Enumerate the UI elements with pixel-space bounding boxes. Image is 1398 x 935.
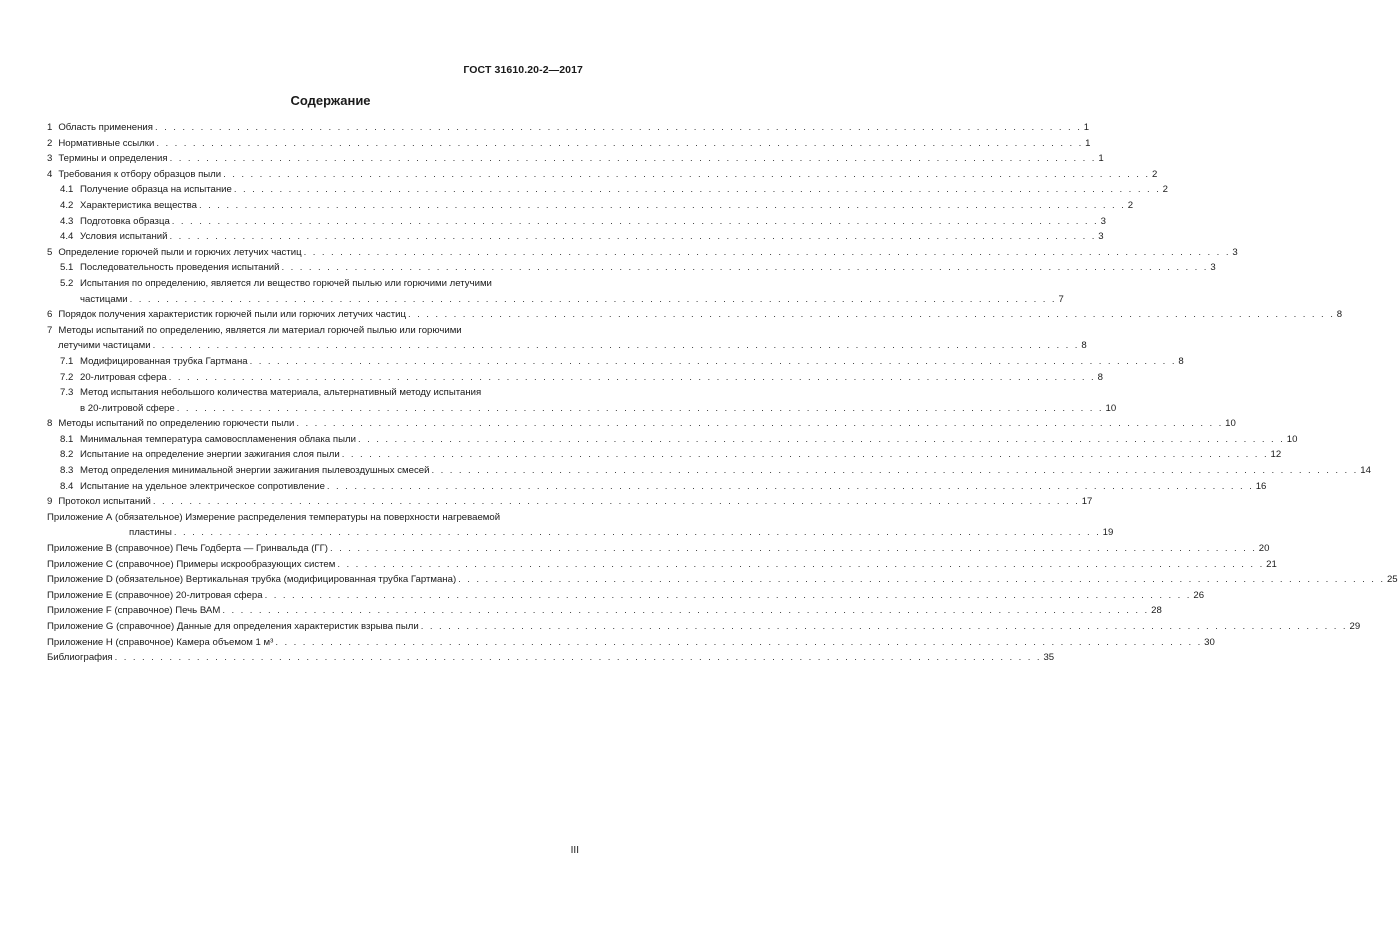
dot-leader: . . . . . . . . . . . . . . . . . . . . . . . . . . . . . . . . . . . . . . . . . . . . . . . . . . . . . . . . . . . . . . . . . . . . . . . . . . . . . . . . . . . . . . . . . . . . . . . . . . . . . . [169,231,1097,243]
toc-entry[interactable] [47,463,1371,479]
dot-leader: . . . . . . . . . . . . . . . . . . . . . . . . . . . . . . . . . . . . . . . . . . . . . . . . . . . . . . . . . . . . . . . . . . . . . . . . . . . . . . . . . . . . . . . . . . . . . . . . . . . . . . [222,605,1150,617]
toc-entry-line [47,198,1134,214]
toc-entry-number: 4.1 [60,184,74,196]
toc-entry-title: Подготовка образца [80,215,170,227]
toc-entry-line [47,588,1205,604]
dot-leader: . . . . . . . . . . . . . . . . . . . . . . . . . . . . . . . . . . . . . . . . . . . . . . . . . . . . . . . . . . . . . . . . . . . . . . . . . . . . . . . . . . . . . . . . . . . . . . . . . . . . . . [198,199,1126,211]
toc-entry-line [47,463,1371,479]
toc-entry-number: 8.1 [60,433,74,445]
toc-page-number: 10 [1105,402,1117,414]
toc-entry[interactable] [47,385,1117,416]
toc-entry-line [47,214,1106,230]
toc-page-number: 8 [1081,340,1087,352]
dot-leader: . . . . . . . . . . . . . . . . . . . . . . . . . . . . . . . . . . . . . . . . . . . . . . . . . . . . . . . . . . . . . . . . . . . . . . . . . . . . . . . . . . . . . . . . . . . . . . . . . . . . . . [176,402,1104,414]
toc-page-number: 3 [1232,246,1238,258]
toc-entry-line [47,245,1238,261]
toc-entry-number: 8.3 [60,465,74,477]
toc-entry[interactable] [47,479,1267,495]
toc-entry-line [47,151,1104,167]
toc-entry-line [47,447,1282,463]
toc-entry-line [47,432,1298,448]
toc-entry[interactable] [47,603,1162,619]
toc-entry-first-line [47,510,582,526]
toc-entry-title-continued: в 20-литровой сфере [80,402,175,414]
toc-page-number: 3 [1098,231,1104,243]
dot-leader: . . . . . . . . . . . . . . . . . . . . . . . . . . . . . . . . . . . . . . . . . . . . . . . . . . . . . . . . . . . . . . . . . . . . . . . . . . . . . . . . . . . . . . . . . . . . . . . . . . . . . . [168,371,1096,383]
toc-entry-number: 4 [47,168,53,180]
toc-entry[interactable] [47,198,1134,214]
toc-page-number: 3 [1100,215,1106,227]
dot-leader: . . . . . . . . . . . . . . . . . . . . . . . . . . . . . . . . . . . . . . . . . . . . . . . . . . . . . . . . . . . . . . . . . . . . . . . . . . . . . . . . . . . . . . . . . . . . . . . . . . . . . . [326,480,1254,492]
toc-page-number: 1 [1098,153,1104,165]
toc-entry-title: Минимальная температура самовоспламенения облака пыли [80,433,356,445]
toc-entry-first-line [47,276,582,292]
toc-entry[interactable] [47,650,1055,666]
dot-leader: . . . . . . . . . . . . . . . . . . . . . . . . . . . . . . . . . . . . . . . . . . . . . . . . . . . . . . . . . . . . . . . . . . . . . . . . . . . . . . . . . . . . . . . . . . . . . . . . . . . . . . [114,652,1042,664]
toc-page-number: 1 [1085,137,1091,149]
toc-entry-title: Нормативные ссылки [58,137,155,149]
toc-entry-first-line [47,323,582,339]
toc-entry-title: 20-литровая сфера [80,371,167,383]
dot-leader: . . . . . . . . . . . . . . . . . . . . . . . . . . . . . . . . . . . . . . . . . . . . . . . . . . . . . . . . . . . . . . . . . . . . . . . . . . . . . . . . . . . . . . . . . . . . . . . . . . . . . . [431,465,1359,477]
toc-title: Содержание [290,93,371,108]
toc-entry-number: 4.4 [60,231,74,243]
dot-leader: . . . . . . . . . . . . . . . . . . . . . . . . . . . . . . . . . . . . . . . . . . . . . . . . . . . . . . . . . . . . . . . . . . . . . . . . . . . . . . . . . . . . . . . . . . . . . . . . . . . . . . [249,355,1177,367]
toc-entry-line [47,619,1361,635]
toc-entry-line [47,401,1117,417]
dot-leader: . . . . . . . . . . . . . . . . . . . . . . . . . . . . . . . . . . . . . . . . . . . . . . . . . . . . . . . . . . . . . . . . . . . . . . . . . . . . . . . . . . . . . . . . . . . . . . . . . . . . . . [303,246,1231,258]
toc-entry-title: Библиография [47,652,113,664]
dot-leader: . . . . . . . . . . . . . . . . . . . . . . . . . . . . . . . . . . . . . . . . . . . . . . . . . . . . . . . . . . . . . . . . . . . . . . . . . . . . . . . . . . . . . . . . . . . . . . . . . . . . . . [264,589,1192,601]
toc-entry-line [47,635,1215,651]
toc-entry-title: Характеристика вещества [80,199,197,211]
toc-entry-line [47,292,1064,308]
toc-entry-number: 8 [47,418,53,430]
toc-entry-title: Определение горючей пыли и горючих летучих частиц [58,246,302,258]
dot-leader: . . . . . . . . . . . . . . . . . . . . . . . . . . . . . . . . . . . . . . . . . . . . . . . . . . . . . . . . . . . . . . . . . . . . . . . . . . . . . . . . . . . . . . . . . . . . . . . . . . . . . . [173,527,1101,539]
toc-entry-title: Испытание на удельное электрическое сопротивление [80,480,325,492]
toc-entry-line [47,229,1104,245]
toc-entry-title: Приложение А (обязательное) Измерение распределения температуры на поверхности нагреваемой [47,511,501,523]
toc-page-number: 25 [1386,574,1398,586]
toc-entry-number: 1 [47,122,53,133]
toc-entry-line [47,603,1162,619]
dot-leader: . . . . . . . . . . . . . . . . . . . . . . . . . . . . . . . . . . . . . . . . . . . . . . . . . . . . . . . . . . . . . . . . . . . . . . . . . . . . . . . . . . . . . . . . . . . . . . . . . . . . . . [233,184,1161,196]
dot-leader: . . . . . . . . . . . . . . . . . . . . . . . . . . . . . . . . . . . . . . . . . . . . . . . . . . . . . . . . . . . . . . . . . . . . . . . . . . . . . . . . . . . . . . . . . . . . . . . . . . . . . . [281,262,1209,274]
toc-entry-title: Требования к отбору образцов пыли [58,168,222,180]
toc-entry[interactable] [47,510,1114,541]
toc-entry[interactable] [47,214,1106,230]
toc-entry-number: 5.1 [60,262,74,274]
toc-entry-line [47,494,1093,510]
toc-entry[interactable] [47,635,1215,651]
toc-entry-number: 7.2 [60,371,74,383]
toc-entry-line [47,416,1236,432]
toc-page-number: 2 [1127,199,1134,211]
toc-entry[interactable] [47,323,1087,354]
toc-page-number: 21 [1266,558,1277,570]
dot-leader: . . . . . . . . . . . . . . . . . . . . . . . . . . . . . . . . . . . . . . . . . . . . . . . . . . . . . . . . . . . . . . . . . . . . . . . . . . . . . . . . . . . . . . . . . . . . . . . . . . . . . . [171,215,1099,227]
toc-entry[interactable] [47,136,1091,152]
toc-page-number: 10 [1286,433,1298,445]
toc-entry-line [47,167,1158,183]
toc-entry[interactable] [47,572,1398,588]
toc-entry[interactable] [47,151,1104,167]
toc-entry-line [47,479,1267,495]
toc-entry-title: Условия испытаний [80,231,168,243]
toc-entry-title: Порядок получения характеристик горючей пыли или горючих летучих частиц [58,309,406,321]
toc-entry[interactable] [47,307,1343,323]
toc-entry-number: 8.4 [60,480,74,492]
toc-page-number: 2 [1151,168,1158,180]
toc-page-number: 12 [1270,449,1282,461]
dot-leader: . . . . . . . . . . . . . . . . . . . . . . . . . . . . . . . . . . . . . . . . . . . . . . . . . . . . . . . . . . . . . . . . . . . . . . . . . . . . . . . . . . . . . . . . . . . . . . . . . . . . . . [330,543,1257,555]
toc-entry-title-continued: пластины [129,527,172,539]
toc-entry-number: 2 [47,137,53,149]
toc-entry-line [47,260,1216,276]
toc-entry-line [47,541,1270,557]
toc-entry-title: Модифицированная трубка Гартмана [80,355,248,367]
toc-entry[interactable] [47,447,1282,463]
toc-entry-number: 8.2 [60,449,74,461]
toc-entry-number: 5 [47,246,53,258]
toc-entry-title: Приложение F (справочное) Печь ВАМ [47,605,221,617]
toc-entry[interactable] [47,370,1103,386]
toc-entry[interactable] [47,432,1298,448]
toc-entry-title: Испытания по определению, является ли вещество горючей пылью или горючими летучими [80,277,492,289]
toc-entry-title: Приложение D (обязательное) Вертикальная трубка (модифицированная трубка Гартмана) [47,574,457,586]
toc-page-number: 17 [1081,496,1093,508]
toc-page-number: 3 [1210,262,1216,274]
toc-entry-title: Приложение С (справочное) Примеры искрообразующих систем [47,558,336,570]
toc-entry-title: Приложение G (справочное) Данные для определения характеристик взрыва пыли [47,621,419,632]
page-number: III [570,845,579,856]
toc-entry-number: 3 [47,153,53,165]
toc-entry-title: Метод определения минимальной энергии зажигания пылевоздушных смесей [80,465,430,477]
toc-page-number: 8 [1178,355,1184,367]
dot-leader: . . . . . . . . . . . . . . . . . . . . . . . . . . . . . . . . . . . . . . . . . . . . . . . . . . . . . . . . . . . . . . . . . . . . . . . . . . . . . . . . . . . . . . . . . . . . . . . . . . . . . . [341,449,1269,461]
dot-leader: . . . . . . . . . . . . . . . . . . . . . . . . . . . . . . . . . . . . . . . . . . . . . . . . . . . . . . . . . . . . . . . . . . . . . . . . . . . . . . . . . . . . . . . . . . . . . . . . . . . . . . [296,418,1224,430]
toc-entry-title: Метод испытания небольшого количества материала, альтернативный методу испытания [80,387,482,399]
toc-entry-number: 6 [47,309,53,321]
toc-page-number: 20 [1258,543,1270,555]
dot-leader: . . . . . . . . . . . . . . . . . . . . . . . . . . . . . . . . . . . . . . . . . . . . . . . . . . . . . . . . . . . . . . . . . . . . . . . . . . . . . . . . . . . . . . . . . . . . . . . . . . . . . . [337,558,1265,570]
toc-entry-number: 7 [47,324,53,336]
dot-leader: . . . . . . . . . . . . . . . . . . . . . . . . . . . . . . . . . . . . . . . . . . . . . . . . . . . . . . . . . . . . . . . . . . . . . . . . . . . . . . . . . . . . . . . . . . . . . . . . . . . . . . [152,340,1080,352]
toc-entry-title: Испытание на определение энергии зажигания слоя пыли [80,449,340,461]
toc-entry-title: Методы испытаний по определению горючести пыли [58,418,295,430]
toc-entry-number: 7.3 [60,387,74,399]
toc-page-number: 2 [1162,184,1168,196]
toc-entry[interactable] [47,167,1158,183]
toc-entry-title: Область применения [58,122,153,133]
toc-page-number: 7 [1058,293,1064,305]
toc-entry[interactable] [47,541,1270,557]
dot-leader: . . . . . . . . . . . . . . . . . . . . . . . . . . . . . . . . . . . . . . . . . . . . . . . . . . . . . . . . . . . . . . . . . . . . . . . . . . . . . . . . . . . . . . . . . . . . . . . . . . . . . . [357,433,1285,445]
toc-page-number: 19 [1102,527,1114,539]
toc-entry[interactable] [47,619,1361,635]
dot-leader: . . . . . . . . . . . . . . . . . . . . . . . . . . . . . . . . . . . . . . . . . . . . . . . . . . . . . . . . . . . . . . . . . . . . . . . . . . . . . . . . . . . . . . . . . . . . . . . . . . . . . . [169,153,1097,165]
dot-leader: . . . . . . . . . . . . . . . . . . . . . . . . . . . . . . . . . . . . . . . . . . . . . . . . . . . . . . . . . . . . . . . . . . . . . . . . . . . . . . . . . . . . . . . . . . . . . . . . . . . . . . [152,496,1080,508]
toc-entry-title-continued: частицами [80,293,128,305]
toc-page-number: 14 [1360,465,1371,477]
toc-entry-line [47,370,1103,386]
toc-entry-line [47,307,1343,323]
toc-entry-number: 7.1 [60,355,74,367]
toc-page-number: 8 [1097,371,1103,383]
dot-leader: . . . . . . . . . . . . . . . . . . . . . . . . . . . . . . . . . . . . . . . . . . . . . . . . . . . . . . . . . . . . . . . . . . . . . . . . . . . . . . . . . . . . . . . . . . . . . . . . . . . . . . [407,309,1335,321]
toc-page-number: 35 [1043,652,1055,664]
toc-entry-line [47,650,1055,666]
dot-leader: . . . . . . . . . . . . . . . . . . . . . . . . . . . . . . . . . . . . . . . . . . . . . . . . . . . . . . . . . . . . . . . . . . . . . . . . . . . . . . . . . . . . . . . . . . . . . . . . . . . . . . [420,621,1348,632]
toc-entry[interactable] [47,260,1216,276]
toc-entry[interactable] [47,245,1238,261]
document-code: ГОСТ 31610.20-2—2017 [463,64,583,76]
dot-leader: . . . . . . . . . . . . . . . . . . . . . . . . . . . . . . . . . . . . . . . . . . . . . . . . . . . . . . . . . . . . . . . . . . . . . . . . . . . . . . . . . . . . . . . . . . . . . . . . . . . . . . [223,168,1150,180]
toc-entry[interactable] [47,494,1093,510]
toc-entry-title: Последовательность проведения испытаний [80,262,280,274]
toc-page-number: 28 [1151,605,1162,617]
toc-page-number: 30 [1204,636,1215,648]
toc-entry-number: 5.2 [60,277,74,289]
dot-leader: . . . . . . . . . . . . . . . . . . . . . . . . . . . . . . . . . . . . . . . . . . . . . . . . . . . . . . . . . . . . . . . . . . . . . . . . . . . . . . . . . . . . . . . . . . . . . . . . . . . . . . [458,574,1385,586]
toc-entry-title: Протокол испытаний [58,496,151,508]
toc-entry-line [47,354,1184,370]
toc-entry[interactable] [47,557,1277,573]
toc-entry-title: Методы испытаний по определению, является ли материал горючей пылью или горючими [58,324,462,336]
toc-entry-first-line [47,385,582,401]
toc-entry-line [47,136,1091,152]
toc-entry-line [47,182,1168,198]
dot-leader: . . . . . . . . . . . . . . . . . . . . . . . . . . . . . . . . . . . . . . . . . . . . . . . . . . . . . . . . . . . . . . . . . . . . . . . . . . . . . . . . . . . . . . . . . . . . . . . . . . . . . . [129,293,1057,305]
toc-entry-title: Приложение Е (справочное) 20-литровая сфера [47,589,263,601]
toc-entry-title: Приложение Н (справочное) Камера объемом 1 м³ [47,636,274,648]
toc-entry-number: 4.3 [60,215,74,227]
toc-entry[interactable] [47,588,1205,604]
toc-page-number: 26 [1193,589,1205,601]
dot-leader: . . . . . . . . . . . . . . . . . . . . . . . . . . . . . . . . . . . . . . . . . . . . . . . . . . . . . . . . . . . . . . . . . . . . . . . . . . . . . . . . . . . . . . . . . . . . . . . . . . . . . . [154,122,1082,133]
toc-entry-line [47,338,1087,354]
toc-entry[interactable] [47,416,1236,432]
toc-entry-title: Получение образца на испытание [80,184,232,196]
toc-entry-number: 9 [47,496,53,508]
toc-entry-line [47,557,1277,573]
toc-entry-line [47,525,1114,541]
toc-entry[interactable] [47,120,1090,136]
toc-entry-line [47,120,1090,136]
toc-entry[interactable] [47,276,1064,307]
dot-leader: . . . . . . . . . . . . . . . . . . . . . . . . . . . . . . . . . . . . . . . . . . . . . . . . . . . . . . . . . . . . . . . . . . . . . . . . . . . . . . . . . . . . . . . . . . . . . . . . . . . . . . [156,137,1084,149]
toc-page-number: 16 [1255,480,1267,492]
toc-entry-number: 4.2 [60,199,74,211]
toc-entry[interactable] [47,182,1168,198]
toc-entry-title-continued: летучими частицами [58,340,151,352]
toc-entry-line [47,572,1398,588]
toc-page-number: 1 [1083,122,1090,133]
toc-page-number: 29 [1349,621,1361,632]
toc-page-number: 8 [1336,309,1343,321]
dot-leader: . . . . . . . . . . . . . . . . . . . . . . . . . . . . . . . . . . . . . . . . . . . . . . . . . . . . . . . . . . . . . . . . . . . . . . . . . . . . . . . . . . . . . . . . . . . . . . . . . . . . . . [275,636,1203,648]
table-of-contents [47,120,1398,666]
toc-entry-title: Приложение В (справочное) Печь Годберта — Гринвальда (ГГ) [47,543,328,555]
toc-entry[interactable] [47,229,1104,245]
toc-entry[interactable] [47,354,1184,370]
toc-page-number: 10 [1225,418,1236,430]
toc-entry-title: Термины и определения [58,153,168,165]
